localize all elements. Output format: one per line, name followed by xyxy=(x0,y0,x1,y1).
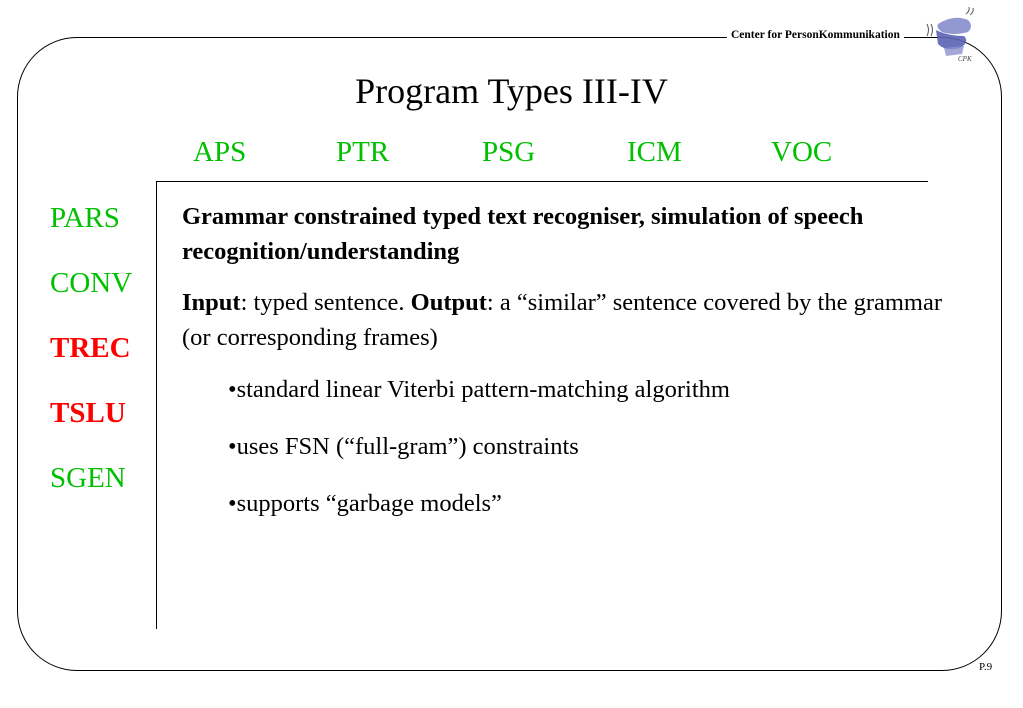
output-label: Output xyxy=(410,289,487,316)
column-header-ptr: PTR xyxy=(336,136,390,168)
column-header-psg: PSG xyxy=(482,136,536,168)
horizontal-divider xyxy=(156,181,928,182)
cpk-logo-icon xyxy=(924,6,984,64)
input-text: : typed sentence. xyxy=(240,289,411,316)
org-name: Center for PersonKommunikation xyxy=(727,29,904,41)
input-label: Input xyxy=(182,289,241,316)
io-description xyxy=(182,285,942,355)
bullet-item: •uses FSN (“full-gram”) constraints xyxy=(228,433,579,460)
svg-text:CPK: CPK xyxy=(958,55,972,63)
slide-title: Program Types III-IV xyxy=(355,71,668,111)
row-header-trec: TREC xyxy=(50,332,131,364)
column-header-aps: APS xyxy=(193,136,247,168)
bullet-item: •standard linear Viterbi pattern-matching algorithm xyxy=(228,376,730,403)
row-header-tslu: TSLU xyxy=(50,397,126,429)
content-block xyxy=(182,199,942,543)
output-text: : a “similar” sentence covered by the grammar (or corresponding frames) xyxy=(182,289,943,351)
lead-text: Grammar constrained typed text recogniser, simulation of speech recognition/understanding xyxy=(182,203,864,265)
column-header-voc: VOC xyxy=(771,136,833,168)
row-header-conv: CONV xyxy=(50,267,133,299)
row-header-pars: PARS xyxy=(50,202,120,234)
page-number: P.9 xyxy=(979,661,993,673)
vertical-divider xyxy=(156,181,157,629)
row-header-sgen: SGEN xyxy=(50,462,126,494)
column-header-icm: ICM xyxy=(627,136,682,168)
bullet-item: •supports “garbage models” xyxy=(228,490,502,517)
